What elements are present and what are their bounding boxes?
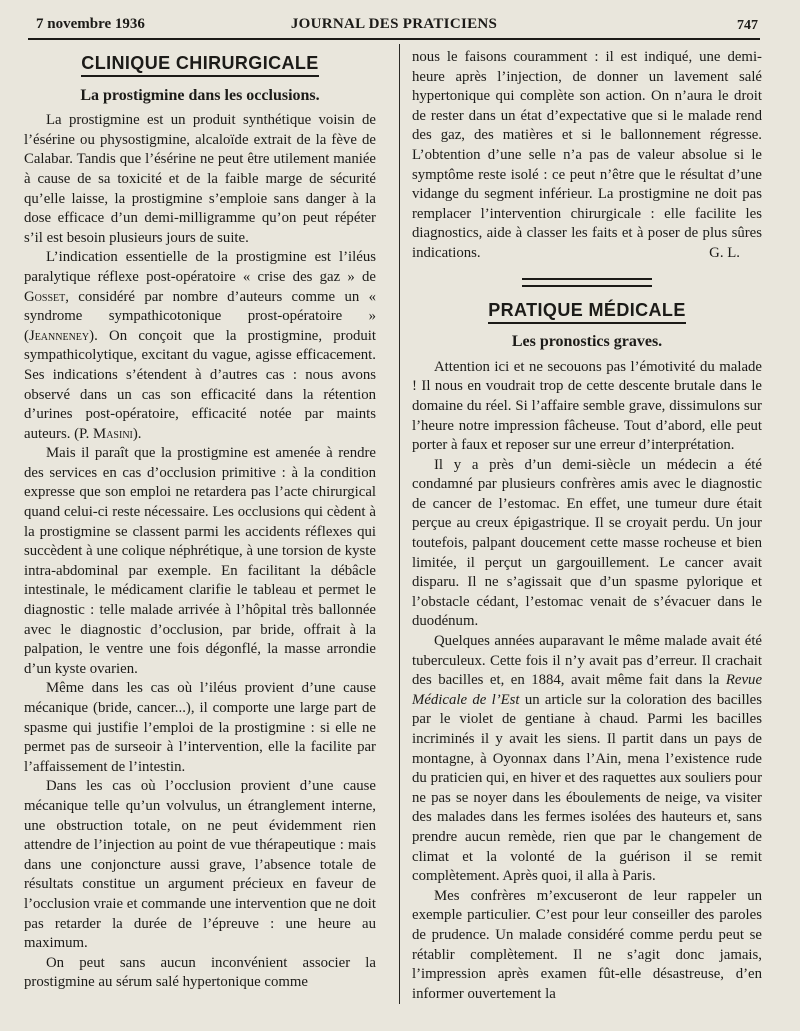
issue-date: 7 novembre 1936 [36, 16, 145, 32]
section-title-pratique: PRATIQUE MÉDICALE [412, 301, 762, 321]
article-title-pronostics: Les pronostics graves. [511, 333, 663, 351]
article-title-prostigmine: La prostigmine dans les occlusions. [80, 86, 320, 104]
running-head [28, 14, 760, 40]
section-title-clinique: CLINIQUE CHIRURGICALE [24, 54, 376, 74]
paragraph: Attention ici et ne secouons pas l’émotivité du malade ! Il nous en voudrait trop de cette descente brutale dans le domaine du réel. Si l’affaire semble grave, dissimulons sur l’heure notre impression fâcheuse. Tout d’abord, elle peut porter à faux et reposer sur une erreur d’interprétation. [412, 358, 762, 454]
left-column [24, 48, 376, 993]
author-name: Gosset [24, 288, 66, 305]
paragraph: Mes confrères m’excuseront de leur rappeler un exemple particulier. C’est pour leur conseiller des paroles de prudence. Un malade considéré comme perdu peut se rétablir complètement. Il ne s’agit donc jamais, l’impression après examen fût-elle désastreuse, d’en informer ouvertement la [412, 887, 762, 1002]
paragraph-continued: nous le faisons couramment : il est indiqué, une demi-heure après l’injection, de donner un lavement salé hypertonique qui complète son action. On n’aura le droit de rester dans un état d’expectative que si le malade rend des gaz, des matières et si le ballonnement régresse. L’obtention d’une selle n’a pas de valeur absolue si le symptôme reste isolé : ce peut n’être que le résultat d’une vidange du segment inférieur. La prostigmine ne doit pas remplacer l’intervention chirurgicale : elle facilite les diagnostics, aide à classer les faits et à poser de plus sûres indications. G. L. [412, 48, 762, 264]
signature: G. L. [709, 244, 740, 261]
paragraph: Il y a près d’un demi-siècle un médecin a été condamné par plusieurs confrères amis avec le diagnostic de cancer de l’estomac. En effet, une tumeur dure était perçue au creux épigastrique. Il se croyait perdu. Un jour toutefois, palpant doucement cette masse rocheuse et bien limitée, il perçut un gargouillement. Le cancer avait disparu. Il ne s’agissait que d’un spasme pylorique et l’obstacle cédant, l’estomac venait de s’évacuer dans le duodénum. [412, 456, 762, 630]
column-divider [399, 44, 400, 1004]
paragraph: Même dans les cas où l’iléus provient d’une cause mécanique (bride, cancer...), il comporte une large part de spasme qui justifie l’emploi de la prostigmine : si elle ne permet pas de surseoir à l’intervention, elle la facilite par l’affaissement de l’intestin. [24, 680, 376, 775]
page-number: 747 [737, 18, 758, 33]
paragraph: Dans les cas où l’occlusion provient d’une cause mécanique telle qu’un volvulus, un étranglement interne, une obstruction totale, on ne peut évidemment rien attendre de l’injection au point de vue thérapeutique : mais dans une conjoncture aussi grave, l’absence totale de résultats constitue un argument précieux en faveur de l’occlusion vraie et commande une intervention que ne doit pas retarder la durée de l’épreuve : une heure au maximum. [24, 778, 376, 952]
paragraph: L’indication essentielle de la prostigmine est l’iléus paralytique réflexe post-opératoire « crise des gaz » de Gosset, considéré par nombre d’auteurs comme un « syndrome sympathicotonique prost-opératoire » (Jeanneney). On conçoit que la prostigmine, produit sympathicolytique, excitant du vague, agisse efficacement. Ses indications s’étendent à d’autres cas : nous avons observé dans un cas son efficacité dans la rétention d’urines post-opératoire, efficacité notée par maints auteurs. (P. Masini). [24, 249, 376, 442]
paragraph: Mais il paraît que la prostigmine est amenée à rendre des services en cas d’occlusion primitive : à la condition expresse que son emploi ne retardera pas l’acte chirurgical quand celui-ci reste nécessaire. Les occlusions qui cèdent à la prostigmine se classent parmi les accidents réflexes qui succèdent à une colique néphrétique, à une torsion de kyste intra-abdominal par exemple. En facilitant la débâcle intestinale, le médicament clarifie le tableau et permet le diagnostic : telle malade arrivée à l’hôpital très ballonnée avec le diagnostic d’occlusion, par bride, offrait à la palpation, le ventre une fois dégonflé, la masse arrondie d’un kyste ovarien. [24, 445, 376, 677]
journal-title: JOURNAL DES PRATICIENS [290, 16, 498, 32]
author-name: Jeanneney [28, 327, 90, 344]
paragraph: On peut sans aucun inconvénient associer la prostigmine au sérum salé hypertonique comme [24, 954, 376, 991]
paragraph: La prostigmine est un produit synthétique voisin de l’ésérine ou physostigmine, alcaloïde extrait de la fève de Calabar. Tandis que l’ésérine ne peut être utilement maniée à cause de sa toxicité et de la faible marge de sécurité qu’elle laisse, la prostigmine s’emploie sans danger à la dose efficace d’un demi-milligramme qu’on peut répéter s’il est besoin plusieurs jours de suite. [24, 112, 376, 246]
author-name: Masini [93, 425, 133, 442]
section-separator [522, 278, 652, 287]
journal-reference: Revue Médicale de l’Est [412, 672, 763, 708]
right-column [412, 48, 762, 1004]
paragraph: Quelques années auparavant le même malade avait été tuberculeux. Cette fois il n’y avait pas d’erreur. Il crachait des bacilles et, en 1884, avait même fait dans la Revue Médicale de l’Est un article sur la coloration des bacilles par le violet de gentiane à chaud. Parmi les bacilles incriminés il y avait les siens. Il partit dans un pays de montagne, à Oyonnax dans l’Ain, mena l’existence rude du praticien qui, en hiver et des raquettes aux souliers pour ne pas se noyer dans les éboulements de neige, va visiter des malades dans les fermes isolées des hauteurs et, sans prendre aucun remède, rien que par le changement de climat et la volonté de la guérison il se remit complètement. Après quoi, il alla à Paris. [412, 633, 763, 885]
